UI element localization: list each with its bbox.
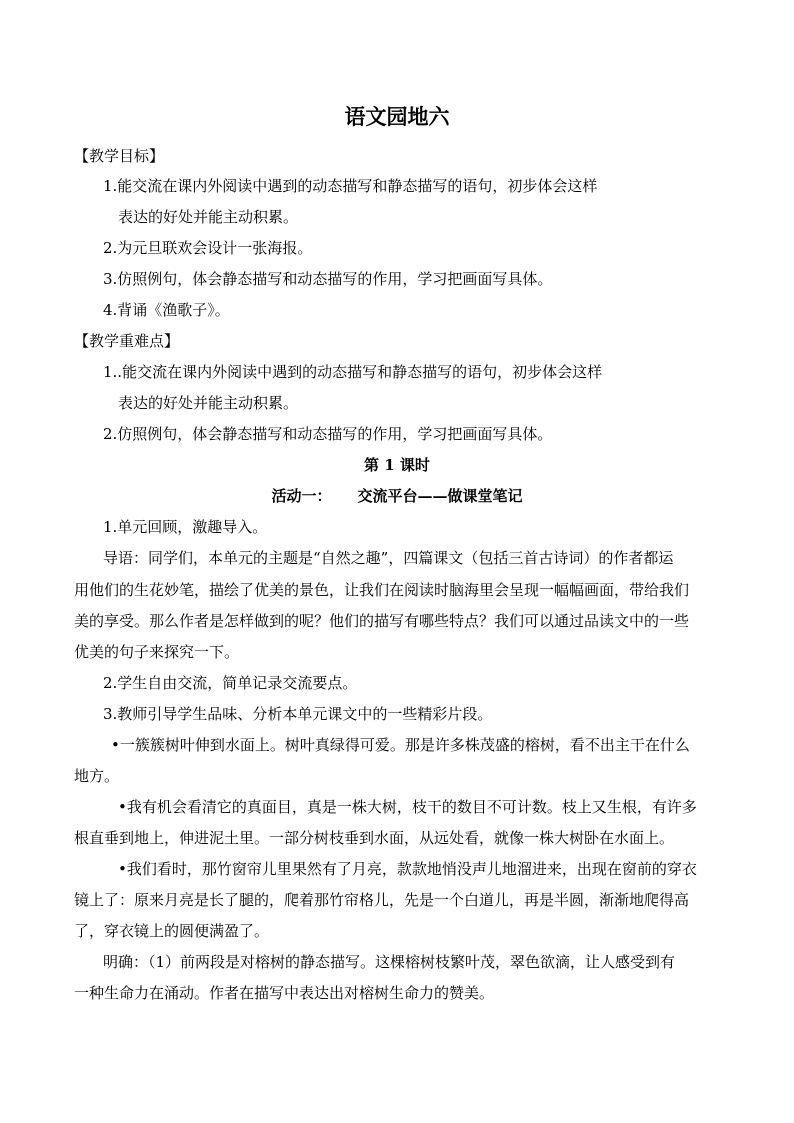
objectives-heading: 【教学目标】 [74,147,165,165]
clarify-line-2: 一种生命力在涌动。作者在描写中表达出对榕树生命力的赞美。 [74,984,495,1002]
intro-line-1: 导语：同学们，本单元的主题是“自然之趣”，四篇课文（包括三首古诗词）的作者都运 [103,549,674,567]
objective-2: 2.为元旦联欢会设计一张海报。 [103,239,313,257]
objective-1-line-1: 1.能交流在课内外阅读中遇到的动态描写和静态描写的语句，初步体会这样 [103,177,598,195]
quote-2-line-2: 根直垂到地上，伸进泥土里。一部分树枝垂到水面，从远处看，就像一株大树卧在水面上。 [74,829,675,847]
activity-heading [0,486,794,506]
document-title: 语文园地六 [344,105,450,129]
key-points-heading: 【教学重难点】 [74,332,180,350]
intro-line-3: 美的享受。那么作者是怎样做到的呢？他们的描写有哪些特点？我们可以通过品读文中的一些 [74,612,690,630]
key-point-1-line-1: 1..能交流在课内外阅读中遇到的动态描写和静态描写的语句，初步体会这样 [103,363,603,381]
activity-label: 活动一： [271,487,332,505]
step-1: 1.单元回顾，激趣导入。 [103,518,268,536]
lesson-heading: 第 1 课时 [364,456,430,474]
quote-1-line-2: 地方。 [74,767,120,785]
intro-line-4: 优美的句子来探究一下。 [74,643,240,661]
key-point-2: 2.仿照例句，体会静态描写和动态描写的作用，学习把画面写具体。 [103,425,553,443]
step-2: 2.学生自由交流，简单记录交流要点。 [103,674,358,692]
objective-3: 3.仿照例句，体会静态描写和动态描写的作用，学习把画面写具体。 [103,270,553,288]
quote-1-line-1: •一簇簇树叶伸到水面上。树叶真绿得可爱。那是许多株茂盛的榕树，看不出主干在什么 [111,736,690,754]
activity-title: 交流平台——做课堂笔记 [357,487,523,505]
quote-3-line-1: •我们看时，那竹窗帘儿里果然有了月亮，款款地悄没声儿地溜进来，出现在窗前的穿衣 [118,860,697,878]
step-3: 3.教师引导学生品味、分析本单元课文中的一些精彩片段。 [103,705,493,723]
quote-2-line-1: •我有机会看清它的真面目，真是一株大树，枝干的数目不可计数。枝上又生根，有许多 [118,798,697,816]
key-point-1-line-2: 表达的好处并能主动积累。 [118,394,299,412]
objective-4: 4.背诵《渔歌子》。 [103,301,230,319]
quote-3-line-3: 了，穿衣镜上的圆便满盈了。 [74,922,270,940]
quote-3-line-2: 镜上了：原来月亮是长了腿的，爬着那竹帘格儿，先是一个白道儿，再是半圆，渐渐地爬得高 [74,891,690,909]
clarify-line-1: 明确：（1）前两段是对榕树的静态描写。这棵榕树枝繁叶茂，翠色欲滴，让人感受到有 [103,953,676,971]
objective-1-line-2: 表达的好处并能主动积累。 [118,208,299,226]
intro-line-2: 用他们的生花妙笔，描绘了优美的景色，让我们在阅读时脑海里会呈现一幅幅画面，带给我们 [74,581,690,599]
